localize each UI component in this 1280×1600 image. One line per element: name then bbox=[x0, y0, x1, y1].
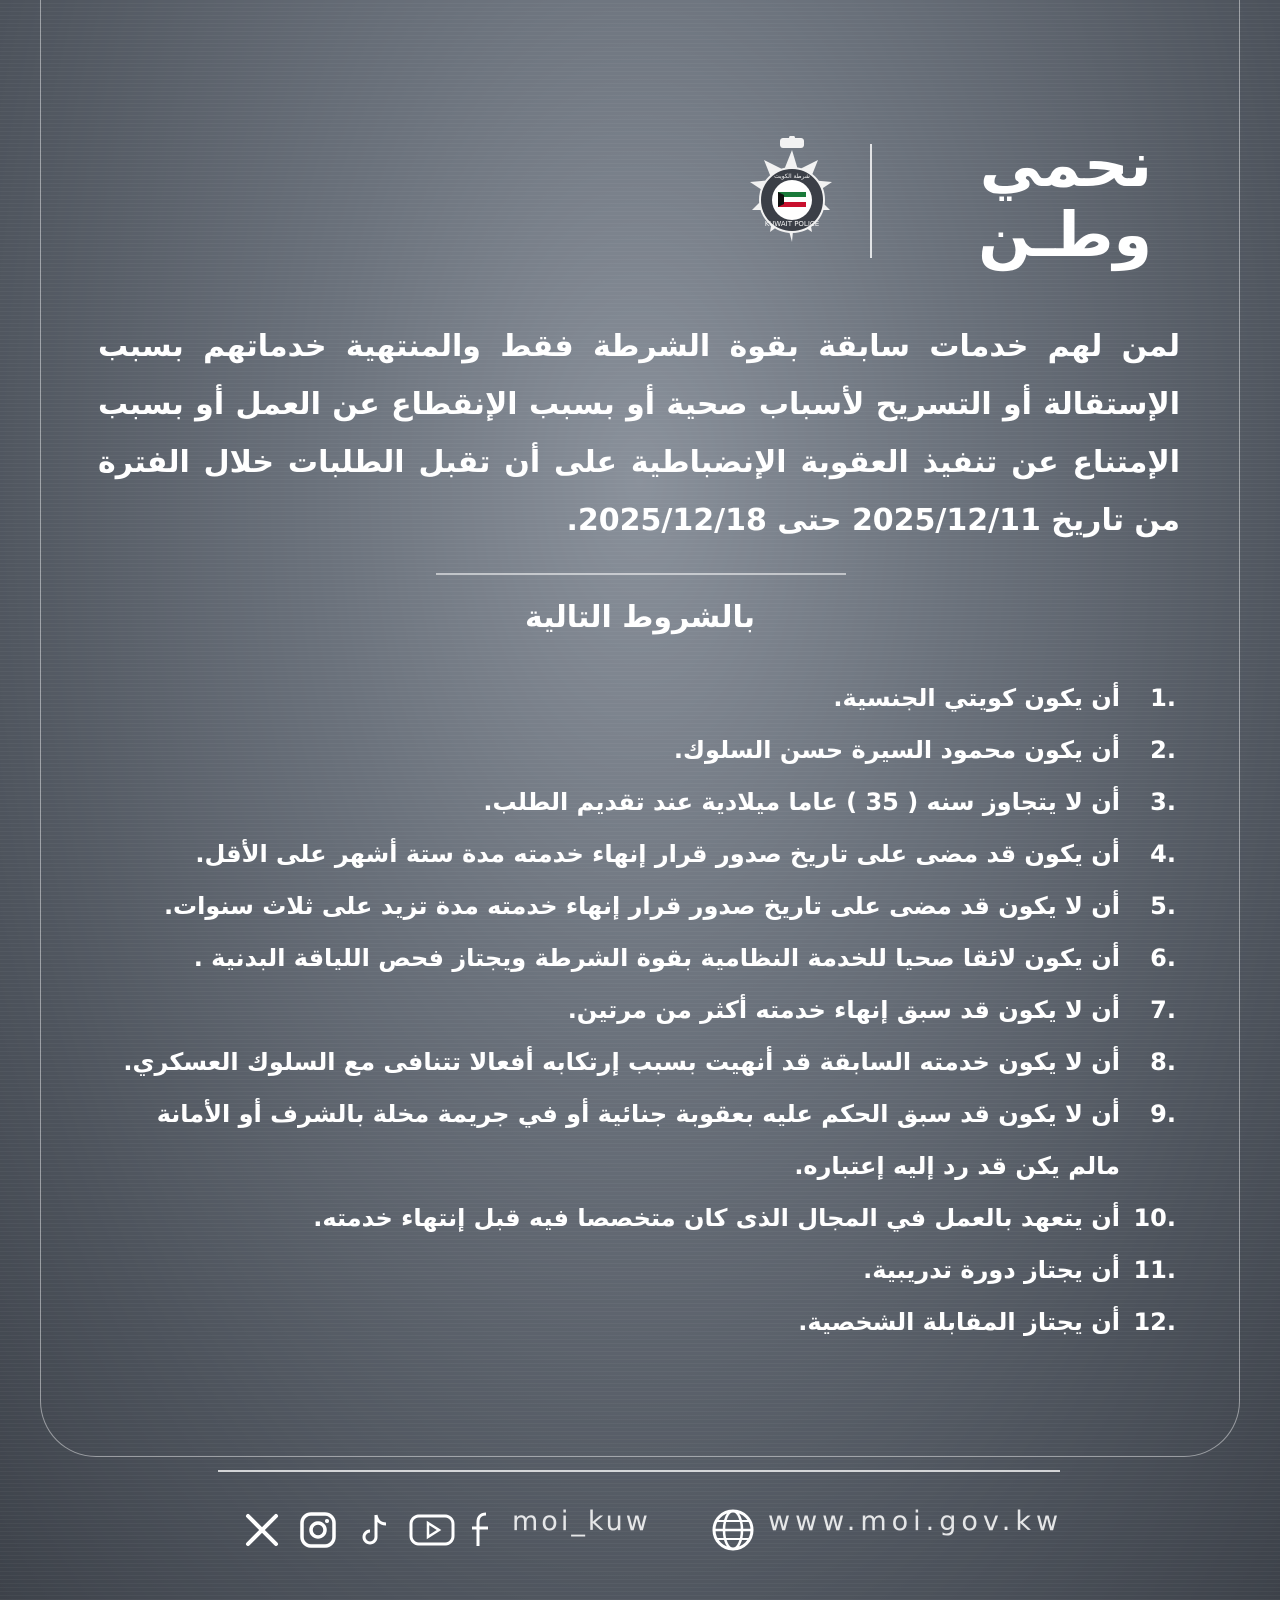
condition-item: 4. أن يكون قد مضى على تاريخ صدور قرار إنهاء خدمته مدة ستة أشهر على الأقل. bbox=[195, 840, 1176, 868]
x-icon[interactable] bbox=[242, 1510, 282, 1550]
condition-item: 9. أن لا يكون قد سبق الحكم عليه بعقوبة جنائية أو في جريمة مخلة بالشرف أو الأمانة مالم يكن قد رد إليه إعتباره. bbox=[156, 1100, 1176, 1180]
condition-item: 5. أن لا يكون قد مضى على تاريخ صدور قرار إنهاء خدمته مدة تزيد على ثلاث سنوات. bbox=[163, 892, 1176, 920]
social-handle[interactable]: moi_kuw bbox=[512, 1506, 651, 1537]
condition-item: 8. أن لا يكون خدمته السابقة قد أنهيت بسبب إرتكابه أفعالا تتنافى مع السلوك العسكري. bbox=[123, 1048, 1176, 1076]
intro-paragraph: لمن لهم خدمات سابقة بقوة الشرطة فقط والمنتهية خدماتهم بسبب الإستقالة أو التسريح لأسباب صحية أو بسبب الإنقطاع عن العمل أو بسبب الإمتناع عن تنفيذ العقوبة الإنضباطية على أن تقبل الطلبات خلال الفترة من تاريخ 2025/12/11 حتى 2025/12/18. bbox=[98, 329, 1180, 538]
header bbox=[730, 130, 1150, 270]
slogan bbox=[882, 130, 1152, 270]
condition-item: 11. أن يجتاز دورة تدريبية. bbox=[863, 1256, 1176, 1284]
header-divider bbox=[870, 144, 872, 258]
condition-item: 7. أن لا يكون قد سبق إنهاء خدمته أكثر من مرتين. bbox=[567, 996, 1176, 1024]
condition-item: 10. أن يتعهد بالعمل في المجال الذى كان متخصصا فيه قبل إنتهاء خدمته. bbox=[313, 1204, 1176, 1232]
globe-icon bbox=[710, 1507, 756, 1553]
instagram-icon[interactable] bbox=[298, 1510, 338, 1550]
condition-item: 6. أن يكون لائقا صحيا للخدمة النظامية بقوة الشرطة ويجتاز فحص اللياقة البدنية . bbox=[193, 944, 1176, 972]
slogan-line-2: وطـن bbox=[978, 198, 1152, 271]
footer bbox=[0, 1500, 1280, 1560]
section-divider bbox=[436, 573, 846, 575]
condition-item: 12. أن يجتاز المقابلة الشخصية. bbox=[798, 1308, 1176, 1336]
slogan-line-1: نحمي bbox=[979, 128, 1152, 201]
condition-item: 2. أن يكون محمود السيرة حسن السلوك. bbox=[673, 736, 1176, 764]
condition-item: 1. أن يكون كويتي الجنسية. bbox=[833, 684, 1176, 712]
facebook-icon[interactable] bbox=[468, 1510, 496, 1550]
svg-text:شرطة الكويت: شرطة الكويت bbox=[774, 173, 810, 180]
condition-item: 3. أن لا يتجاوز سنه ( 35 ) عاما ميلادية عند تقديم الطلب. bbox=[483, 788, 1176, 816]
tiktok-icon[interactable] bbox=[354, 1510, 394, 1550]
conditions-title: بالشروط التالية bbox=[525, 600, 755, 635]
website-link[interactable]: www.moi.gov.kw bbox=[768, 1506, 1064, 1537]
youtube-icon[interactable] bbox=[408, 1510, 456, 1550]
kuwait-police-emblem-icon bbox=[730, 136, 854, 266]
footer-divider bbox=[218, 1470, 1060, 1472]
conditions-list bbox=[108, 672, 1176, 1348]
svg-text:KUWAIT POLICE: KUWAIT POLICE bbox=[764, 220, 820, 228]
